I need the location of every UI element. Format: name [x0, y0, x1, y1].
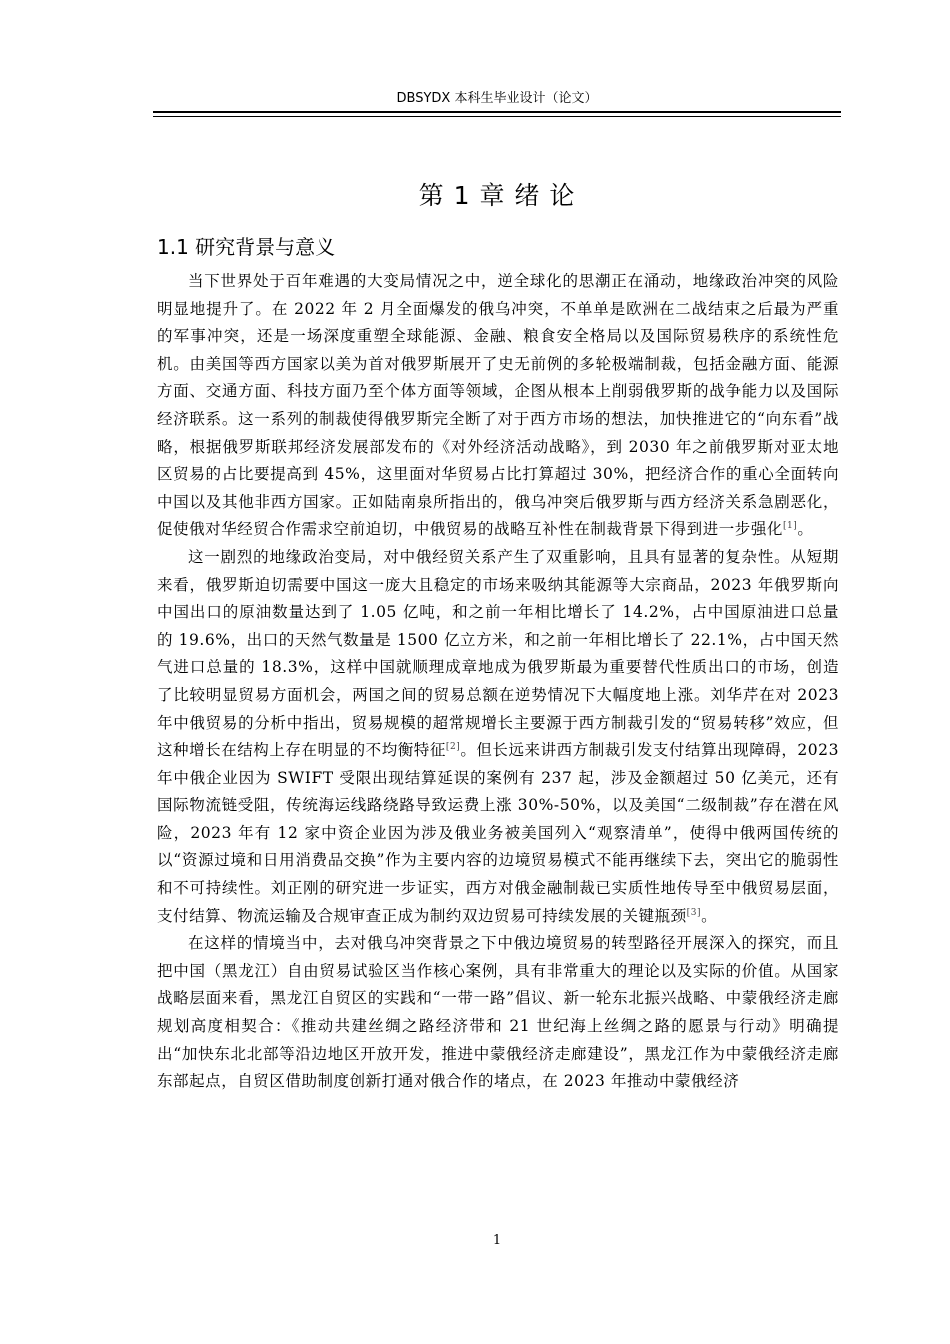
section-title: 1.1 研究背景与意义 [157, 235, 336, 259]
header-rule-thin [153, 116, 841, 117]
citation-1: [1] [782, 521, 798, 532]
paragraph-3-text: 在这样的情境当中，去对俄乌冲突背景之下中俄边境贸易的转型路径开展深入的探究，而且把中国（黑龙江）自由贸易试验区当作核心案例，具有非常重大的理论以及实际的价值。从国家战略层面来看，黑龙江自贸区的实践和“一带一路”倡议、新一轮东北振兴战略、中蒙俄经济走廊规划高度相契合：《推动共建丝绸之路经济带和 21 世纪海上丝绸之路的愿景与行动》明确提出“加快东北北部等沿边地区开放开发，推进中蒙俄经济走廊建设”，黑龙江作为中蒙俄经济走廊东部起点，自贸区借助制度创新打通对俄合作的堵点，在 2023 年推动中蒙俄经济 [157, 934, 839, 1091]
running-header-title: DBSYDX 本科生毕业设计（论文） [396, 91, 598, 106]
header-rule-thick [153, 111, 841, 113]
paragraph-2-text: 这一剧烈的地缘政治变局，对中俄经贸关系产生了双重影响，且具有显著的复杂性。从短期来看，俄罗斯迫切需要中国这一庞大且稳定的市场来吸纳其能源等大宗商品，2023 年俄罗斯向中国出口的原油数量达到了 1.05 亿吨，和之前一年相比增长了 14.2%，占中国原油进口总量的 19.6%，出口的天然气数量是 1500 亿立方米，和之前一年相比增长了 22.1%，占中国天然气进口总量的 18.3%，这样中国就顺理成章地成为俄罗斯最为重要替代性质出口的市场，创造了比较明显贸易方面机会，两国之间的贸易总额在逆势情况下大幅度地上涨。刘华芹在对 2023 年中俄贸易的分析中指出，贸易规模的超常规增长主要源于西方制裁引发的“贸易转移”效应，但这种增长在结构上存在明显的不均衡特征 [157, 547, 839, 760]
paragraph-3 [157, 930, 839, 1096]
citation-2: [2] [445, 742, 461, 753]
paragraph-1-text: 当下世界处于百年难遇的大变局情况之中，逆全球化的思潮正在涌动，地缘政治冲突的风险明显地提升了。在 2022 年 2 月全面爆发的俄乌冲突，不单单是欧洲在二战结束之后最为严重的军事冲突，还是一场深度重塑全球能源、金融、粮食安全格局以及国际贸易秩序的系统性危机。由美国等西方国家以美为首对俄罗斯展开了史无前例的多轮极端制裁，包括金融方面、能源方面、交通方面、科技方面乃至个体方面等领域，企图从根本上削弱俄罗斯的战争能力以及国际经济联系。这一系列的制裁使得俄罗斯完全断了对于西方市场的想法，加快推进它的“向东看”战略，根据俄罗斯联邦经济发展部发布的《对外经济活动战略》，到 2030 年之前俄罗斯对亚太地区贸易的占比要提高到 45%，这里面对华贸易占比打算超过 30%，把经济合作的重心全面转向中国以及其他非西方国家。正如陆南泉所指出的，俄乌冲突后俄罗斯与西方经济关系急剧恶化，促使俄对华经贸合作需求空前迫切，中俄贸易的战略互补性在制裁背景下得到进一步强化 [157, 272, 839, 539]
paragraph-2-end: 。但长远来讲西方制裁引发支付结算出现障碍，2023 年中俄企业因为 SWIFT 受限出现结算延误的案例有 237 起，涉及金额超过 50 亿美元，还有国际物流链受阻，传统海运线路绕路导致运费上涨 30%-50%，以及美国“二级制裁”存在潜在风险，2023 年有 12 家中资企业因为涉及俄业务被美国列入“观察清单”，使得中俄两国传统的以“资源过境和日用消费品交换”作为主要内容的边境贸易模式不能再继续下去，突出它的脆弱性和不可持续性。刘正刚的研究进一步证实，西方对俄金融制裁已实质性地传导至中俄贸易层面，支付结算、物流运输及合规审查正成为制约双边贸易可持续发展的关键瓶颈 [157, 741, 840, 925]
paragraph-1-end: 。 [797, 520, 814, 539]
citation-3: [3] [686, 907, 702, 918]
body-text [157, 268, 839, 1096]
page-number: 1 [492, 1233, 502, 1248]
paragraph-2-close: 。 [701, 906, 718, 925]
paragraph-1 [157, 268, 839, 544]
chapter-title: 第 1 章 绪 论 [418, 181, 576, 210]
paragraph-2 [157, 544, 839, 930]
